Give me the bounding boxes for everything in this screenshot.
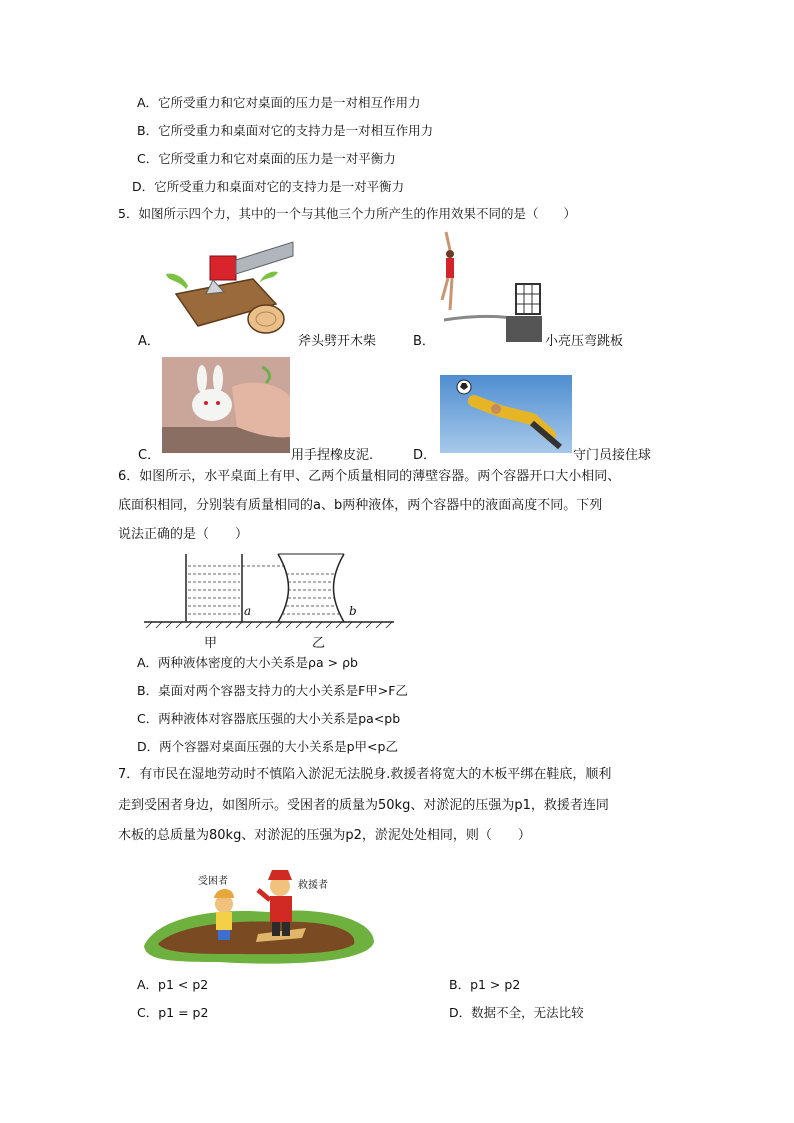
- q5-stem: 5．如图所示四个力，其中的一个与其他三个力所产生的作用效果不同的是（ ）: [118, 206, 576, 221]
- q4-option-d: D．它所受重力和桌面对它的支持力是一对平衡力: [132, 179, 405, 194]
- q5-option-a-caption: 斧头劈开木柴: [298, 334, 377, 349]
- container-jia-label: 甲: [204, 636, 218, 651]
- q6-option-a: A．两种液体密度的大小关系是ρa > ρb: [137, 655, 358, 670]
- q6-stem-line-1: 6．如图所示，水平桌面上有甲、乙两个质量相同的薄壁容器。两个容器开口大小相同、: [118, 469, 621, 484]
- q5-option-a-letter: A．: [138, 334, 160, 349]
- q5-option-b-letter: B．: [413, 334, 435, 349]
- container-yi-label: 乙: [312, 636, 326, 651]
- liquid-a-label: a: [244, 604, 252, 618]
- containers-diagram: [140, 548, 400, 648]
- q5-option-d-letter: D．: [413, 448, 437, 463]
- q7-option-d: D．数据不全，无法比较: [449, 1005, 584, 1020]
- q6-stem-line-2: 底面积相同，分别装有质量相同的a、b两种液体，两个容器中的液面高度不同。下列: [118, 498, 603, 513]
- q6-stem-line-3: 说法正确的是（ ）: [118, 527, 249, 542]
- q4-option-b: B．它所受重力和桌面对它的支持力是一对相互作用力: [137, 123, 434, 138]
- q7-stem-line-2: 走到受困者身边，如图所示。受困者的质量为50kg、对淤泥的压强为p1，救援者连同: [118, 798, 609, 813]
- diving-board-image: [432, 230, 544, 346]
- q5-option-c-caption: 用手捏橡皮泥.: [291, 448, 374, 463]
- q6-option-c: C．两种液体对容器底压强的大小关系是pa<pb: [137, 711, 401, 726]
- q6-option-b: B．桌面对两个容器支持力的大小关系是F甲>F乙: [137, 683, 408, 698]
- clay-pinch-image: [162, 357, 290, 453]
- q7-option-a: A．p1 < p2: [137, 977, 209, 992]
- liquid-b-label: b: [349, 604, 357, 618]
- q6-option-d: D．两个容器对桌面压强的大小关系是p甲<p乙: [137, 739, 398, 754]
- q5-option-d-caption: 守门员接住球: [573, 448, 652, 463]
- q5-option-b-caption: 小亮压弯跳板: [545, 334, 624, 349]
- q7-stem-line-1: 7．有市民在湿地劳动时不慎陷入淤泥无法脱身.救援者将宽大的木板平绑在鞋底，顺利: [118, 767, 612, 782]
- q7-stem-line-3: 木板的总质量为80kg、对淤泥的压强为p2，淤泥处处相同，则（ ）: [118, 828, 531, 843]
- swamp-rescue-image: [138, 856, 378, 968]
- q4-option-c: C．它所受重力和它对桌面的压力是一对平衡力: [137, 151, 396, 166]
- trapped-person-label: 受困者: [198, 876, 228, 887]
- q5-option-c-letter: C．: [138, 448, 161, 463]
- q7-option-b: B．p1 > p2: [449, 977, 521, 992]
- rescuer-label: 救援者: [298, 880, 328, 891]
- q7-option-c: C．p1 = p2: [137, 1005, 209, 1020]
- q4-option-a: A．它所受重力和它对桌面的压力是一对相互作用力: [137, 95, 421, 110]
- axe-log-image: [158, 234, 298, 348]
- goalkeeper-image: [440, 375, 572, 453]
